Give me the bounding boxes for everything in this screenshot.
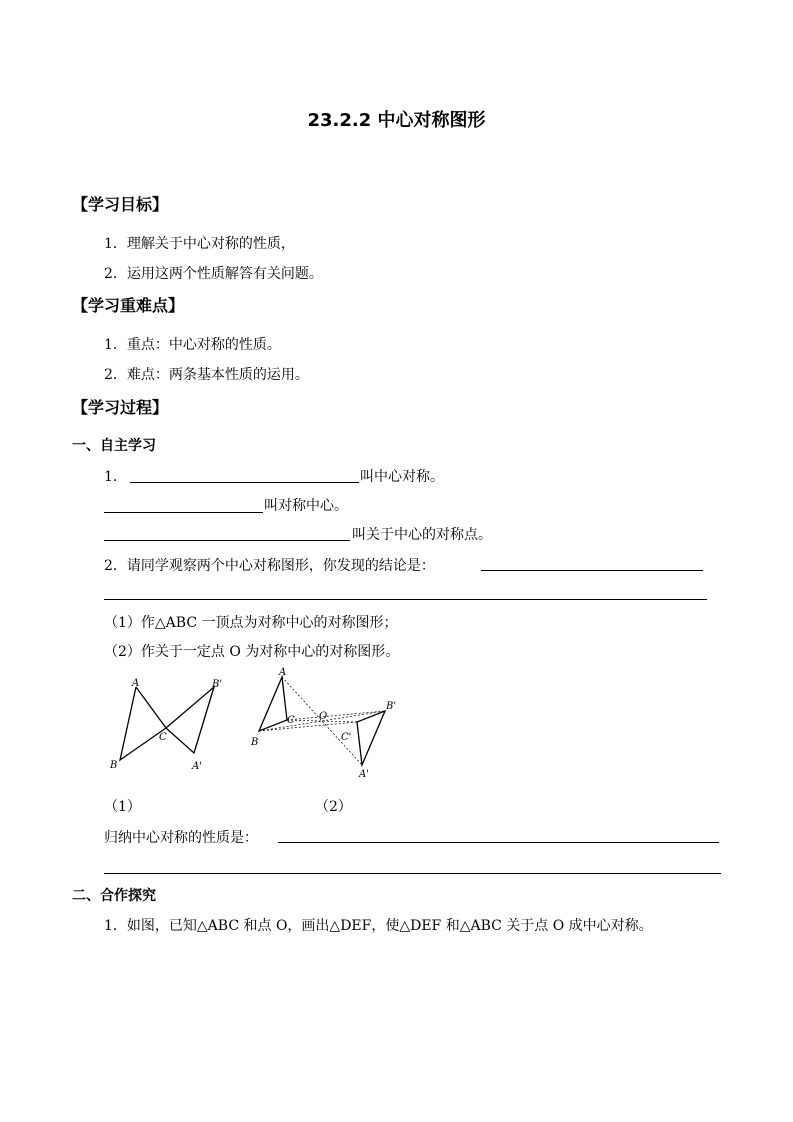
q1-text-b: 叫对称中心。 xyxy=(264,498,348,514)
goals-heading: 【学习目标】 xyxy=(72,195,169,214)
fig1-triangle-abc xyxy=(120,687,166,760)
q2-text: 2．请同学观察两个中心对称图形，你发现的结论是： xyxy=(104,558,435,574)
part2-q1: 1．如图，已知△ABC 和点 O，画出△DEF，使△DEF 和△ABC 关于点 O 成中心对称。 xyxy=(104,918,653,934)
q1-blank-c[interactable] xyxy=(104,540,350,541)
fig1-label-b: B xyxy=(110,760,118,771)
q2-blank-2[interactable] xyxy=(104,599,707,600)
summary-blank-2[interactable] xyxy=(104,873,721,874)
summary-blank-1[interactable] xyxy=(278,842,719,843)
part2-heading: 二、合作探究 xyxy=(72,888,156,904)
fig2-triangle-a1b1c1 xyxy=(357,711,385,765)
fig2-triangle-abc xyxy=(259,677,287,731)
q2-blank-1[interactable] xyxy=(481,570,703,571)
part1-heading: 一、自主学习 xyxy=(72,438,156,454)
fig2-label-a1: A' xyxy=(359,769,369,780)
summary-text: 归纳中心对称的性质是： xyxy=(104,830,258,846)
fig2-label-a: A xyxy=(279,667,287,678)
fig2-label-c: C xyxy=(287,715,295,726)
key-points-heading: 【学习重难点】 xyxy=(72,296,185,315)
goal-item-2: 2．运用这两个性质解答有关问题。 xyxy=(104,266,323,282)
figure-1-caption: （1） xyxy=(104,799,141,815)
fig1-label-a1: A' xyxy=(192,761,202,772)
fig2-label-c1: C' xyxy=(341,732,352,743)
fig1-label-c: C xyxy=(159,732,167,743)
page-title: 23.2.2 中心对称图形 xyxy=(307,110,486,131)
figure-1 xyxy=(100,670,240,780)
fig2-label-o: O xyxy=(319,711,328,722)
task-2: （2）作关于一定点 O 为对称中心的对称图形。 xyxy=(104,644,400,660)
goal-item-1: 1．理解关于中心对称的性质， xyxy=(104,236,295,252)
fig1-label-a: A xyxy=(132,678,140,689)
key-point-item-1: 1．重点：中心对称的性质。 xyxy=(104,337,281,353)
figure-2 xyxy=(245,662,415,787)
figure-2-caption: （2） xyxy=(315,799,352,815)
process-heading: 【学习过程】 xyxy=(72,398,169,417)
fig1-label-b1: B' xyxy=(212,679,223,690)
q1-text-a: 叫中心对称。 xyxy=(360,469,444,485)
key-point-item-2: 2．难点：两条基本性质的运用。 xyxy=(104,367,309,383)
q1-text-c: 叫关于中心的对称点。 xyxy=(352,527,492,543)
q1-blank-b[interactable] xyxy=(104,512,263,513)
fig2-label-b1: B' xyxy=(386,701,397,712)
q1-blank-a[interactable] xyxy=(130,482,359,483)
task-1: （1）作△ABC 一顶点为对称中心的对称图形； xyxy=(104,615,398,631)
fig1-triangle-a1b1c xyxy=(166,687,214,753)
q1-prefix: 1． xyxy=(104,469,127,485)
fig2-label-b: B xyxy=(251,737,259,748)
